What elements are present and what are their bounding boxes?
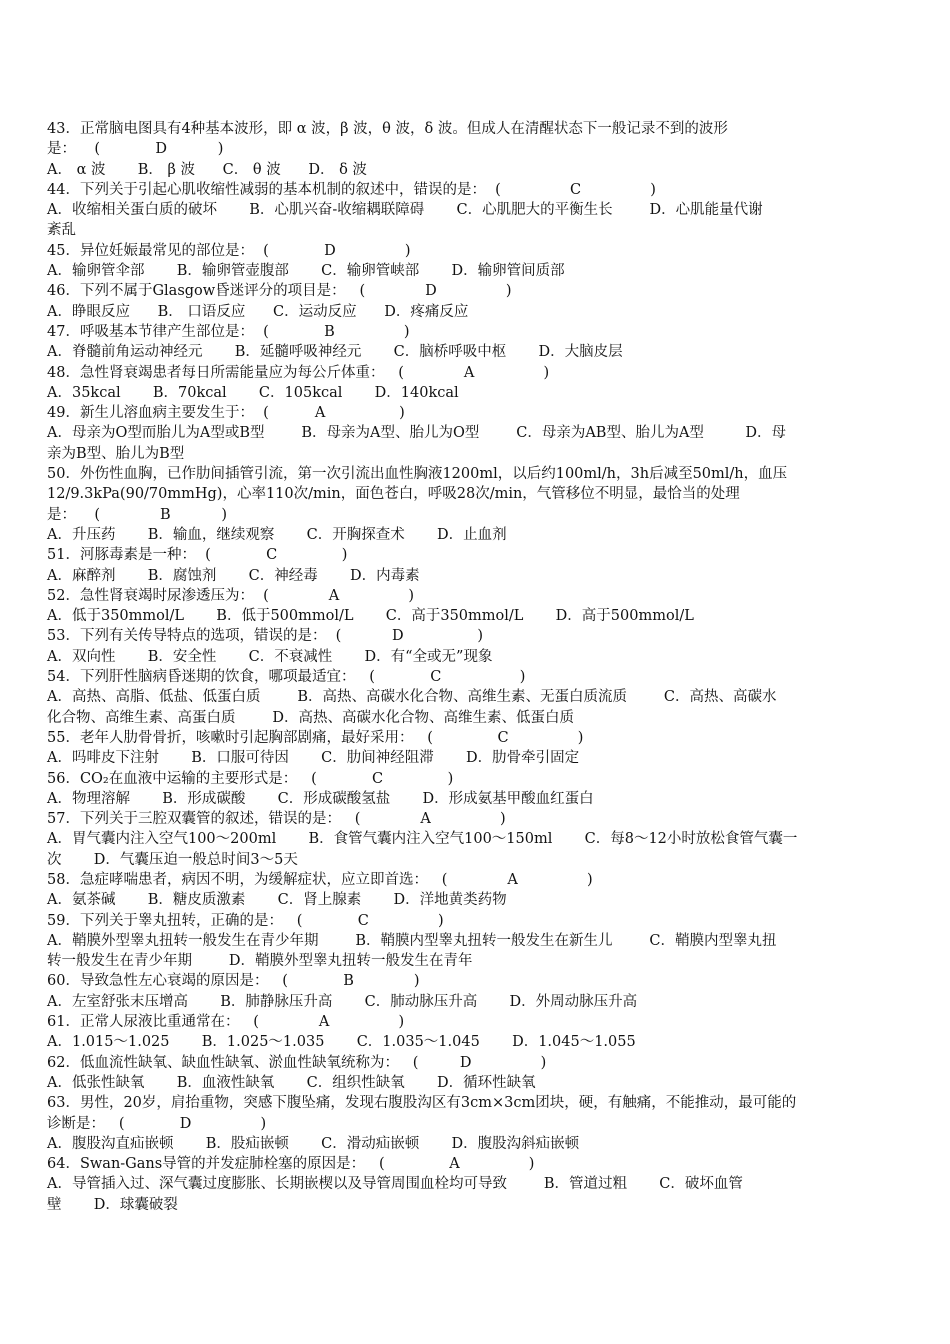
text-line: A．鞘膜外型睾丸扭转一般发生在青少年期 B．鞘膜内型睾丸扭转一般发生在新生儿 C．鞘膜内型睾丸扭	[47, 932, 777, 949]
text-line: 是： ( D )	[47, 141, 224, 158]
text-line: 53．下列有关传导特点的选项，错误的是： ( D )	[47, 628, 484, 645]
text-line: 54．下列肝性脑病昏迷期的饮食，哪项最适宜： ( C )	[47, 669, 526, 686]
text-line: 47．呼吸基本节律产生部位是： ( B )	[47, 323, 410, 340]
text-line: A．氨茶碱 B．糖皮质激素 C．肾上腺素 D．洋地黄类药物	[47, 892, 507, 909]
text-line: 62．低血流性缺氧、缺血性缺氧、淤血性缺氧统称为： ( D )	[47, 1054, 547, 1071]
text-line: 12/9.3kPa(90/70mmHg)，心率110次/min，面色苍白，呼吸28次/min，气管移位不明显，最恰当的处理	[47, 486, 740, 503]
text-line: 50．外伤性血胸，已作肋间插管引流，第一次引流出血性胸液1200ml，以后约100ml/h，3h后减至50ml/h，血压	[47, 466, 788, 483]
text-line: A．麻醉剂 B．腐蚀剂 C．神经毒 D．内毒素	[47, 567, 420, 584]
text-line: 45．异位妊娠最常见的部位是： ( D )	[47, 242, 411, 259]
text-line: 51．河豚毒素是一种： ( C )	[47, 547, 348, 564]
text-line: A．腹股沟直疝嵌顿 B．股疝嵌顿 C．滑动疝嵌顿 D．腹股沟斜疝嵌顿	[47, 1135, 580, 1152]
text-line: A．导管插入过、深气囊过度膨胀、长期嵌楔以及导管周围血栓均可导致 B．管道过粗 C．破坏血管	[47, 1176, 743, 1193]
text-line: 诊断是： ( D )	[47, 1115, 267, 1132]
text-line: A．双向性 B．安全性 C．不衰减性 D．有“全或无”现象	[47, 648, 493, 665]
text-line: 64．Swan-Gans导管的并发症肺栓塞的原因是： ( A )	[47, 1156, 535, 1173]
text-line: 44．下列关于引起心肌收缩性减弱的基本机制的叙述中，错误的是： ( C )	[47, 181, 656, 198]
text-line: A．脊髓前角运动神经元 B．延髓呼吸神经元 C．脑桥呼吸中枢 D．大脑皮层	[47, 344, 623, 361]
text-line: 59．下列关于睾丸扭转，正确的是： ( C )	[47, 912, 444, 929]
text-line: 61．正常人尿液比重通常在： ( A )	[47, 1014, 405, 1031]
text-line: 52．急性肾衰竭时尿渗透压为： ( A )	[47, 587, 415, 604]
text-line: A．1.015～1.025 B．1.025～1.035 C．1.035～1.045 D．1.045～1.055	[47, 1034, 636, 1051]
text-line: 60．导致急性左心衰竭的原因是： ( B )	[47, 973, 420, 990]
text-line: 63．男性，20岁，肩抬重物，突感下腹坠痛，发现右腹股沟区有3cm×3cm团块，硬，有触痛，不能推动，最可能的	[47, 1095, 797, 1112]
text-line: 是： ( B )	[47, 506, 228, 523]
text-line: 转一般发生在青少年期 D．鞘膜外型睾丸扭转一般发生在青年	[47, 953, 473, 970]
text-line: 48．急性肾衰竭患者每日所需能量应为每公斤体重： ( A )	[47, 364, 550, 381]
text-line: A．母亲为O型而胎儿为A型或B型 B．母亲为A型、胎儿为O型 C．母亲为AB型、胎儿为A型 D．母	[47, 425, 787, 442]
text-line: A．物理溶解 B．形成碳酸 C．形成碳酸氢盐 D．形成氨基甲酸血红蛋白	[47, 790, 594, 807]
text-line: A．吗啡皮下注射 B．口服可待因 C．肋间神经阻滞 D．肋骨牵引固定	[47, 750, 580, 767]
text-line: 57．下列关于三腔双囊管的叙述，错误的是： ( A )	[47, 811, 506, 828]
text-line: A．左室舒张末压增高 B．肺静脉压升高 C．肺动脉压升高 D．外周动脉压升高	[47, 993, 638, 1010]
text-line: A．低于350mmol/L B．低于500mmol/L C．高于350mmol/L D．高于500mmol/L	[47, 608, 694, 625]
text-line: 49．新生儿溶血病主要发生于： ( A )	[47, 405, 405, 422]
text-line: 亲为B型、胎儿为B型	[47, 445, 185, 462]
text-line: 55．老年人肋骨骨折，咳嗽时引起胸部剧痛，最好采用： ( C )	[47, 729, 584, 746]
text-line: A．胃气囊内注入空气100～200ml B．食管气囊内注入空气100～150ml C．每8～12小时放松食管气囊一	[47, 831, 798, 848]
text-line: A． α 波 B． β 波 C． θ 波 D． δ 波	[47, 161, 367, 178]
text-line: A．输卵管伞部 B．输卵管壶腹部 C．输卵管峡部 D．输卵管间质部	[47, 263, 565, 280]
text-line: 化合物、高维生素、高蛋白质 D．高热、高碳水化合物、高维生素、低蛋白质	[47, 709, 574, 726]
text-line: A．睁眼反应 B． 口语反应 C．运动反应 D．疼痛反应	[47, 303, 469, 320]
text-line: 次 D．气囊压迫一般总时间3～5天	[47, 851, 298, 868]
text-line: A．35kcal B．70kcal C．105kcal D．140kcal	[47, 384, 459, 401]
text-line: 壁 D．球囊破裂	[47, 1196, 178, 1213]
text-line: 46．下列不属于Glasgow昏迷评分的项目是： ( D )	[47, 283, 512, 300]
text-line: A．高热、高脂、低盐、低蛋白质 B．高热、高碳水化合物、高维生素、无蛋白质流质 C．高热、高碳水	[47, 689, 777, 706]
text-line: 紊乱	[47, 222, 76, 239]
text-line: 56．CO₂在血液中运输的主要形式是： ( C )	[47, 770, 454, 787]
text-line: A．升压药 B．输血，继续观察 C．开胸探查术 D．止血剂	[47, 526, 507, 543]
text-line: A．收缩相关蛋白质的破坏 B．心肌兴奋-收缩耦联障碍 C．心肌肥大的平衡生长 D．心肌能量代谢	[47, 202, 763, 219]
text-line: A．低张性缺氧 B．血液性缺氧 C．组织性缺氧 D．循环性缺氧	[47, 1074, 536, 1091]
exam-question-page	[47, 119, 903, 1215]
text-line: 58．急症哮喘患者，病因不明，为缓解症状，应立即首选： ( A )	[47, 871, 593, 888]
text-line: 43．正常脑电图具有4种基本波形，即 α 波，β 波，θ 波，δ 波。但成人在清醒状态下一般记录不到的波形	[47, 121, 728, 137]
